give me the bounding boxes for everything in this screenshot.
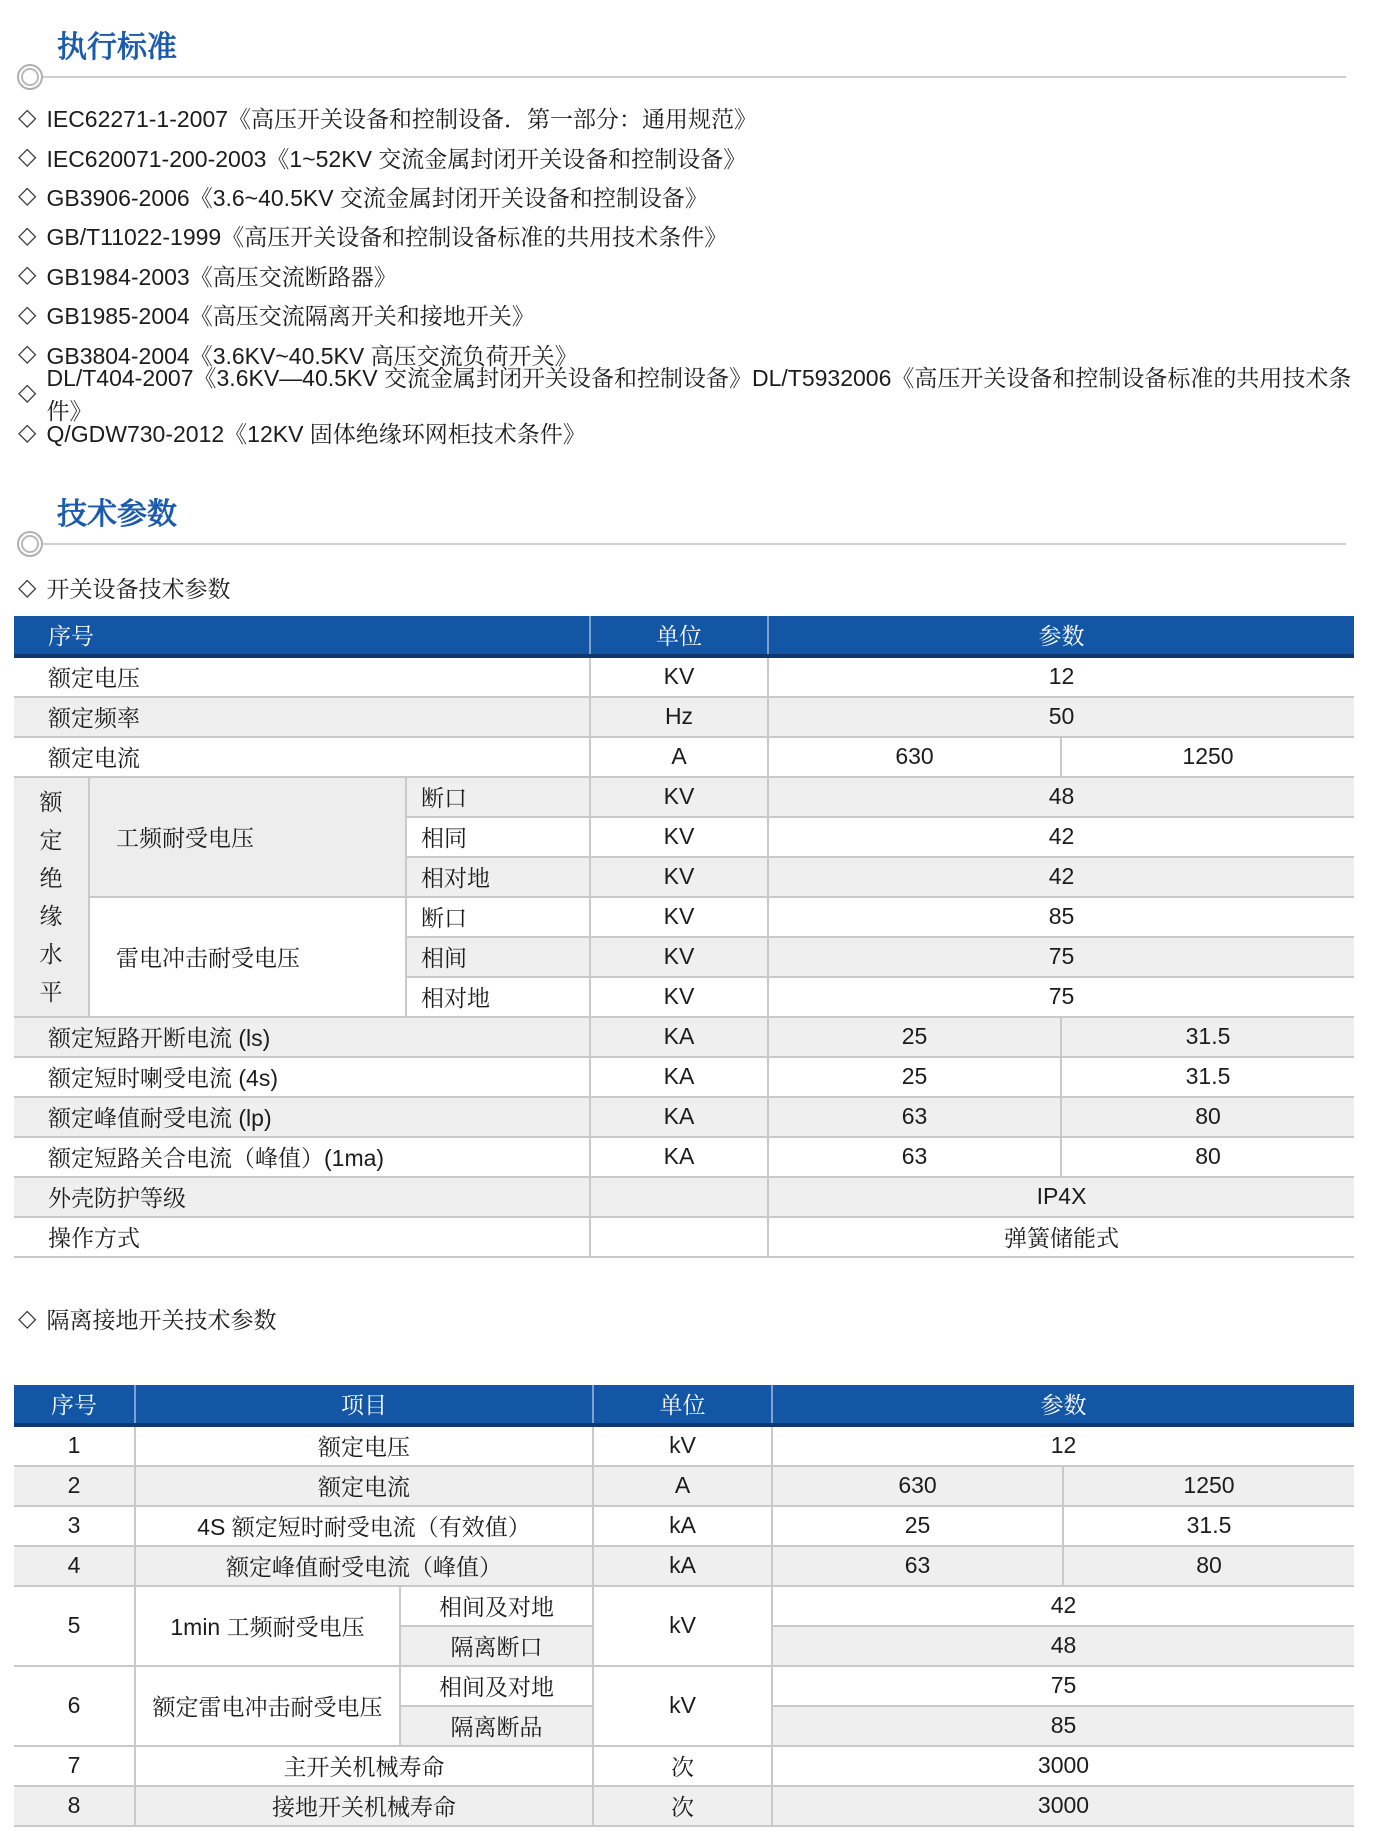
disconnector-subtitle-text: 隔离接地开关技术参数 <box>46 1307 277 1334</box>
standard-item <box>18 365 1358 425</box>
table-row <box>14 1057 1354 1097</box>
cell-row3-unit: kA <box>593 1506 772 1546</box>
cell-short-time-withstand-v1: 25 <box>768 1057 1061 1097</box>
table-row <box>14 1425 1354 1466</box>
table-row <box>14 1466 1354 1506</box>
header-rule-line <box>43 543 1346 545</box>
standards-section-title: 执行标准 <box>57 31 177 64</box>
cell-row1-no: 1 <box>14 1425 135 1466</box>
cell-row2-v2: 1250 <box>1063 1466 1354 1506</box>
table-row <box>14 1506 1354 1546</box>
cell-row3-v1: 25 <box>772 1506 1063 1546</box>
standard-item-text: IEC620071-200-2003《1~52KV 交流金属封闭开关设备和控制设备》 <box>46 145 747 172</box>
table-row <box>14 1217 1354 1257</box>
table-row <box>14 697 1354 737</box>
standard-item <box>18 256 1358 295</box>
disconnector-subtitle <box>18 1304 1358 1334</box>
cell-row5-sub2: 隔离断口 <box>400 1626 593 1666</box>
standard-item-text: Q/GDW730-2012《12KV 固体绝缘环网柜技术条件》 <box>46 421 586 448</box>
t2-header-param: 参数 <box>772 1385 1354 1425</box>
cell-li-row1-value: 85 <box>768 897 1354 937</box>
standard-item-text: DL/T404-2007《3.6KV—40.5KV 交流金属封闭开关设备和控制设备》DL/T5932006《高压开关设备和控制设备标准的共用技术条件》 <box>46 365 1352 425</box>
t1-header-no: 序号 <box>14 616 590 656</box>
standard-item <box>18 177 1358 216</box>
ring-icon <box>17 64 43 90</box>
cell-row8-item: 接地开关机械寿命 <box>135 1786 593 1826</box>
cell-li-row3-label: 相对地 <box>406 977 590 1017</box>
table-header-row <box>14 616 1354 656</box>
standard-item-text: GB/T11022-1999《高压开关设备和控制设备标准的共用技术条件》 <box>46 224 728 251</box>
standard-item <box>18 98 1358 137</box>
diamond-icon: ◇ <box>18 143 37 171</box>
cell-peak-withstand-unit: KA <box>590 1097 768 1137</box>
diamond-icon: ◇ <box>18 573 37 601</box>
cell-row3-item: 4S 额定短时耐受电流（有效值） <box>135 1506 593 1546</box>
cell-short-time-withstand-unit: KA <box>590 1057 768 1097</box>
cell-row8-unit: 次 <box>593 1786 772 1826</box>
cell-row2-unit: A <box>593 1466 772 1506</box>
cell-row6-no: 6 <box>14 1666 135 1746</box>
cell-breaking-current-v1: 25 <box>768 1017 1061 1057</box>
standard-item-text: GB3906-2006《3.6~40.5KV 交流金属封闭开关设备和控制设备》 <box>46 184 708 211</box>
cell-pf-row1-unit: KV <box>590 777 768 817</box>
table-row <box>14 1786 1354 1826</box>
cell-rated-voltage-label: 额定电压 <box>14 656 590 697</box>
disconnector-table <box>14 1385 1354 1827</box>
cell-row8-value: 3000 <box>772 1786 1354 1826</box>
cell-rated-frequency-value: 50 <box>768 697 1354 737</box>
diamond-icon: ◇ <box>18 103 37 131</box>
cell-peak-withstand-label: 额定峰值耐受电流 (lp) <box>14 1097 590 1137</box>
cell-making-current-unit: KA <box>590 1137 768 1177</box>
cell-making-current-v2: 80 <box>1061 1137 1354 1177</box>
cell-row6-val1: 75 <box>772 1666 1354 1706</box>
cell-row5-sub1: 相间及对地 <box>400 1586 593 1626</box>
cell-operation-mode-value: 弹簧储能式 <box>768 1217 1354 1257</box>
cell-row6-val2: 85 <box>772 1706 1354 1746</box>
cell-row1-item: 额定电压 <box>135 1425 593 1466</box>
t2-header-no: 序号 <box>14 1385 135 1425</box>
standard-item <box>18 137 1358 176</box>
cell-short-time-withstand-label: 额定短时喇受电流 (4s) <box>14 1057 590 1097</box>
standard-item-text: GB1984-2003《高压交流断路器》 <box>46 263 397 290</box>
diamond-icon: ◇ <box>18 261 37 289</box>
cell-li-row1-label: 断口 <box>406 897 590 937</box>
cell-row2-item: 额定电流 <box>135 1466 593 1506</box>
cell-rated-voltage-value: 12 <box>768 656 1354 697</box>
cell-pf-row1-value: 48 <box>768 777 1354 817</box>
cell-row4-no: 4 <box>14 1546 135 1586</box>
cell-row5-val1: 42 <box>772 1586 1354 1626</box>
table-row <box>14 1137 1354 1177</box>
page <box>14 0 1358 1827</box>
table-header-row <box>14 1385 1354 1425</box>
t2-header-unit: 单位 <box>593 1385 772 1425</box>
cell-enclosure-protection-unit <box>590 1177 768 1217</box>
cell-rated-frequency-unit: Hz <box>590 697 768 737</box>
diamond-icon: ◇ <box>18 221 37 249</box>
cell-making-current-v1: 63 <box>768 1137 1061 1177</box>
table-row <box>14 1546 1354 1586</box>
cell-pf-row2-label: 相同 <box>406 817 590 857</box>
cell-row1-unit: kV <box>593 1425 772 1466</box>
standard-item <box>18 216 1358 255</box>
cell-insulation-level-label <box>14 777 89 1017</box>
table-row <box>14 777 1354 817</box>
cell-row5-unit: kV <box>593 1586 772 1666</box>
cell-row4-item: 额定峰值耐受电流（峰值） <box>135 1546 593 1586</box>
cell-row3-no: 3 <box>14 1506 135 1546</box>
cell-row1-value: 12 <box>772 1425 1354 1466</box>
cell-row7-unit: 次 <box>593 1746 772 1786</box>
cell-row2-v1: 630 <box>772 1466 1063 1506</box>
standard-item <box>18 295 1358 334</box>
insulation-level-vertical-text: 额定绝缘水平 <box>39 788 63 1005</box>
cell-rated-current-label: 额定电流 <box>14 737 590 777</box>
cell-rated-voltage-unit: KV <box>590 656 768 697</box>
diamond-icon: ◇ <box>18 379 37 407</box>
switchgear-subtitle <box>18 573 1358 603</box>
standards-list <box>18 98 1358 453</box>
table-row <box>14 1177 1354 1217</box>
cell-peak-withstand-v1: 63 <box>768 1097 1061 1137</box>
cell-rated-current-value-630: 630 <box>768 737 1061 777</box>
table-row <box>14 1017 1354 1057</box>
switchgear-subtitle-text: 开关设备技术参数 <box>46 576 231 603</box>
t1-header-param: 参数 <box>768 616 1354 656</box>
cell-breaking-current-v2: 31.5 <box>1061 1017 1354 1057</box>
cell-row4-unit: kA <box>593 1546 772 1586</box>
cell-row7-no: 7 <box>14 1746 135 1786</box>
diamond-icon: ◇ <box>18 418 37 446</box>
cell-pf-row3-value: 42 <box>768 857 1354 897</box>
cell-li-row2-label: 相间 <box>406 937 590 977</box>
cell-breaking-current-unit: KA <box>590 1017 768 1057</box>
cell-rated-current-unit: A <box>590 737 768 777</box>
switchgear-table <box>14 616 1354 1258</box>
cell-breaking-current-label: 额定短路开断电流 (ls) <box>14 1017 590 1057</box>
tech-header-rule <box>17 531 1358 557</box>
cell-enclosure-protection-label: 外壳防护等级 <box>14 1177 590 1217</box>
cell-row6-unit: kV <box>593 1666 772 1746</box>
cell-pf-row2-unit: KV <box>590 817 768 857</box>
header-rule-line <box>43 76 1346 78</box>
cell-row6-sub1: 相间及对地 <box>400 1666 593 1706</box>
cell-row5-item: 1min 工频耐受电压 <box>135 1586 400 1666</box>
cell-li-row3-value: 75 <box>768 977 1354 1017</box>
cell-pf-row3-unit: KV <box>590 857 768 897</box>
tech-section-title: 技术参数 <box>57 497 177 531</box>
cell-li-row1-unit: KV <box>590 897 768 937</box>
cell-row7-item: 主开关机械寿命 <box>135 1746 593 1786</box>
cell-row7-value: 3000 <box>772 1746 1354 1786</box>
table-row <box>14 1097 1354 1137</box>
table-row <box>14 1586 1354 1626</box>
table-row <box>14 897 1354 937</box>
cell-row5-no: 5 <box>14 1586 135 1666</box>
cell-rated-current-value-1250: 1250 <box>1061 737 1354 777</box>
cell-making-current-label: 额定短路关合电流（峰值）(1ma) <box>14 1137 590 1177</box>
cell-row5-val2: 48 <box>772 1626 1354 1666</box>
cell-row6-sub2: 隔离断品 <box>400 1706 593 1746</box>
cell-row2-no: 2 <box>14 1466 135 1506</box>
ring-icon <box>17 531 43 557</box>
t2-header-item: 项目 <box>135 1385 593 1425</box>
standard-item-text: GB3804-2004《3.6KV~40.5KV 高压交流负荷开关》 <box>46 342 578 369</box>
t1-header-unit: 单位 <box>590 616 768 656</box>
table-row <box>14 1666 1354 1706</box>
standard-item-text: GB1985-2004《高压交流隔离开关和接地开关》 <box>46 303 535 330</box>
cell-li-row2-unit: KV <box>590 937 768 977</box>
standard-item-text: IEC62271-1-2007《高压开关设备和控制设备．第一部分：通用规范》 <box>46 106 758 133</box>
diamond-icon: ◇ <box>18 300 37 328</box>
diamond-icon: ◇ <box>18 182 37 210</box>
cell-row3-v2: 31.5 <box>1063 1506 1354 1546</box>
cell-short-time-withstand-v2: 31.5 <box>1061 1057 1354 1097</box>
cell-operation-mode-label: 操作方式 <box>14 1217 590 1257</box>
table-row <box>14 656 1354 697</box>
cell-lightning-impulse-group-label: 雷电冲击耐受电压 <box>89 897 406 1017</box>
cell-peak-withstand-v2: 80 <box>1061 1097 1354 1137</box>
cell-pf-row3-label: 相对地 <box>406 857 590 897</box>
diamond-icon: ◇ <box>18 1304 37 1332</box>
cell-operation-mode-unit <box>590 1217 768 1257</box>
cell-pf-row2-value: 42 <box>768 817 1354 857</box>
cell-row4-v2: 80 <box>1063 1546 1354 1586</box>
cell-row8-no: 8 <box>14 1786 135 1826</box>
cell-li-row3-unit: KV <box>590 977 768 1017</box>
cell-row6-item: 额定雷电冲击耐受电压 <box>135 1666 400 1746</box>
table-row <box>14 1746 1354 1786</box>
cell-li-row2-value: 75 <box>768 937 1354 977</box>
cell-power-frequency-group-label: 工频耐受电压 <box>89 777 406 897</box>
diamond-icon: ◇ <box>18 340 37 368</box>
cell-rated-frequency-label: 额定频率 <box>14 697 590 737</box>
table-row <box>14 737 1354 777</box>
cell-enclosure-protection-value: IP4X <box>768 1177 1354 1217</box>
standards-header-rule <box>17 64 1358 90</box>
cell-pf-row1-label: 断口 <box>406 777 590 817</box>
cell-row4-v1: 63 <box>772 1546 1063 1586</box>
